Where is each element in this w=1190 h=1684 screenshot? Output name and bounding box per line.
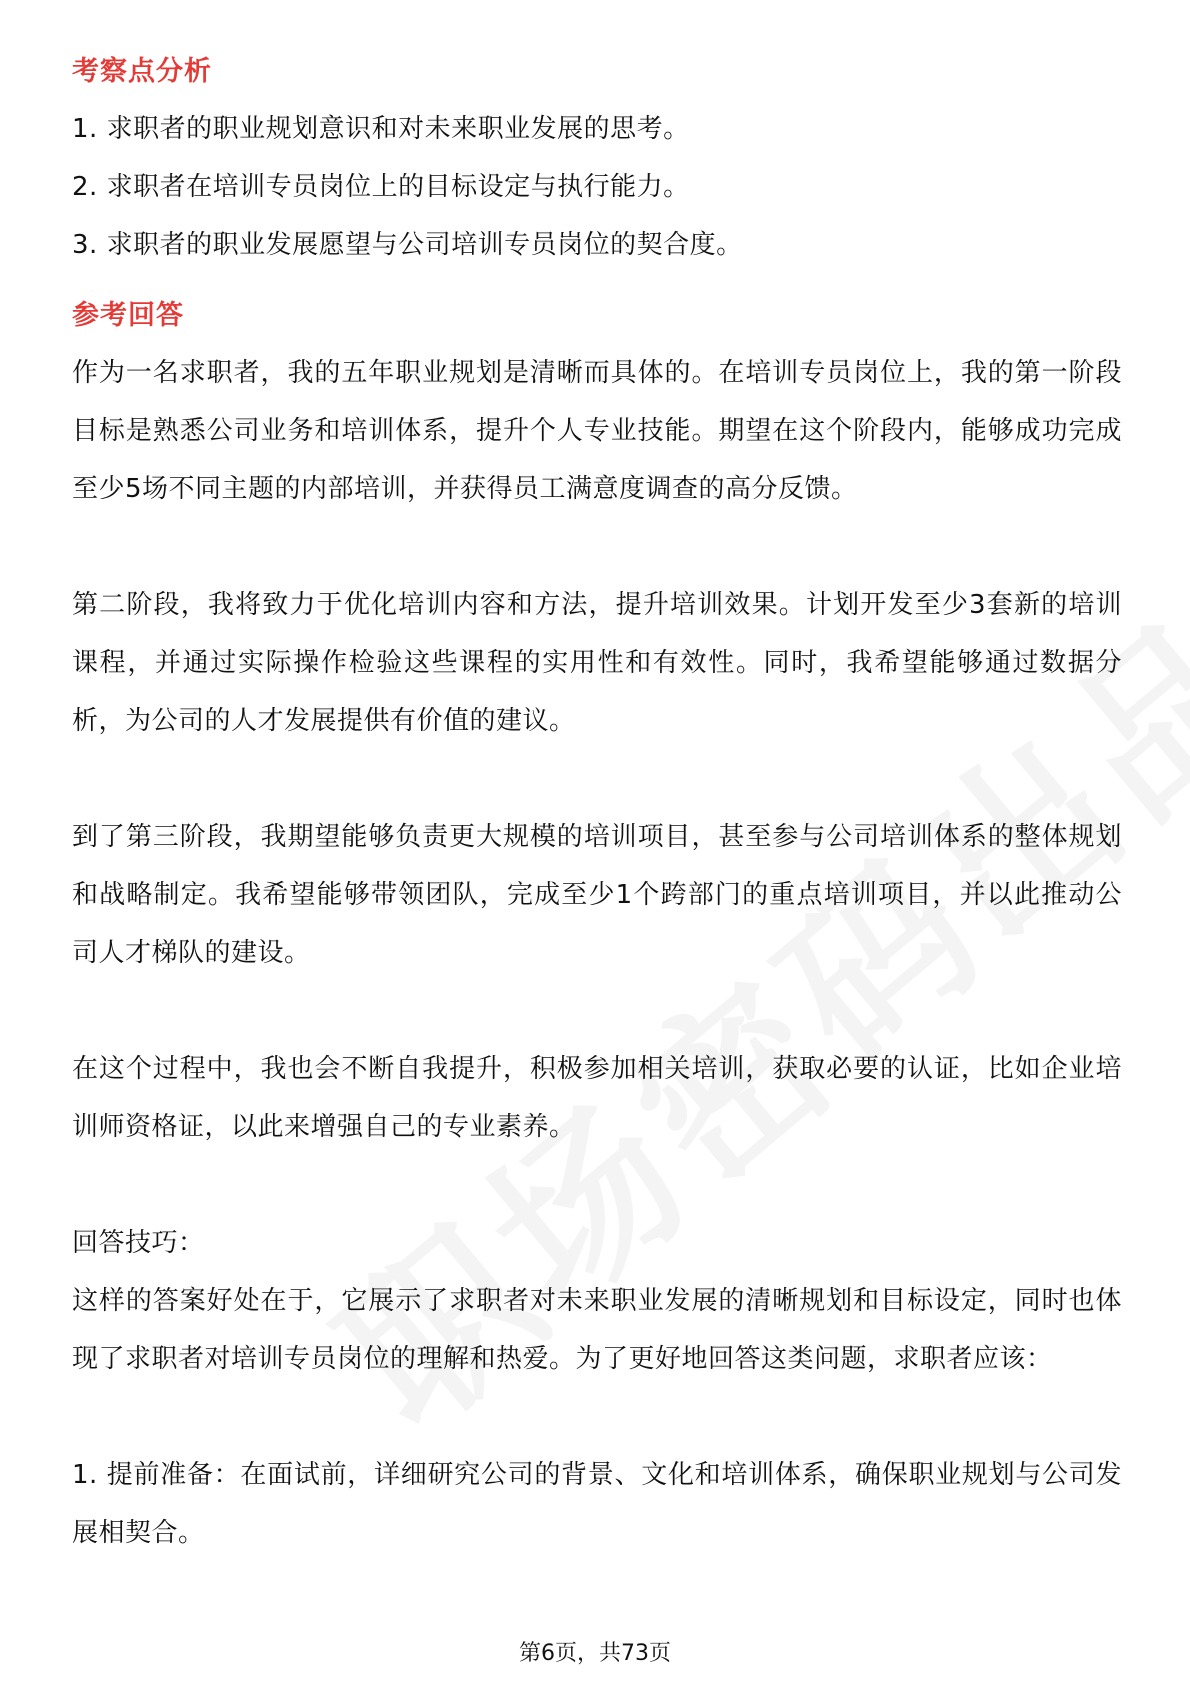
analysis-points [72, 100, 1122, 274]
page-number: 第6页，共73页 [519, 1641, 671, 1666]
analysis-point-1: 1. 求职者的职业规划意识和对未来职业发展的思考。 [72, 114, 690, 144]
answer-paragraph-2: 第二阶段，我将致力于优化培训内容和方法，提升培训效果。计划开发至少3套新的培训课程，并通过实际操作检验这些课程的实用性和有效性。同时，我希望能够通过数据分析，为公司的人才发展提供有价值的建议。 [72, 590, 1122, 736]
tips-intro: 这样的答案好处在于，它展示了求职者对未来职业发展的清晰规划和目标设定，同时也体现了求职者对培训专员岗位的理解和热爱。为了更好地回答这类问题，求职者应该： [72, 1286, 1122, 1374]
page-content [72, 44, 1122, 1562]
answer-paragraph-3: 到了第三阶段，我期望能够负责更大规模的培训项目，甚至参与公司培训体系的整体规划和战略制定。我希望能够带领团队，完成至少1个跨部门的重点培训项目，并以此推动公司人才梯队的建设。 [72, 822, 1122, 968]
tips-heading: 回答技巧： [72, 1228, 205, 1258]
section-title-reference-answer: 参考回答 [72, 300, 184, 331]
answer-tips [72, 1214, 1122, 1562]
answer-paragraph-4: 在这个过程中，我也会不断自我提升，积极参加相关培训，获取必要的认证，比如企业培训师资格证，以此来增强自己的专业素养。 [72, 1054, 1122, 1142]
section-title-analysis: 考察点分析 [72, 56, 212, 87]
answer-paragraph-1: 作为一名求职者，我的五年职业规划是清晰而具体的。在培训专员岗位上，我的第一阶段目标是熟悉公司业务和培训体系，提升个人专业技能。期望在这个阶段内，能够成功完成至少5场不同主题的内部培训，并获得员工满意度调查的高分反馈。 [72, 358, 1122, 504]
analysis-point-2: 2. 求职者在培训专员岗位上的目标设定与执行能力。 [72, 172, 690, 202]
reference-answer [72, 344, 1122, 1156]
analysis-point-3: 3. 求职者的职业发展愿望与公司培训专员岗位的契合度。 [72, 230, 743, 260]
tips-item-1: 1. 提前准备：在面试前，详细研究公司的背景、文化和培训体系，确保职业规划与公司发展相契合。 [72, 1460, 1122, 1548]
